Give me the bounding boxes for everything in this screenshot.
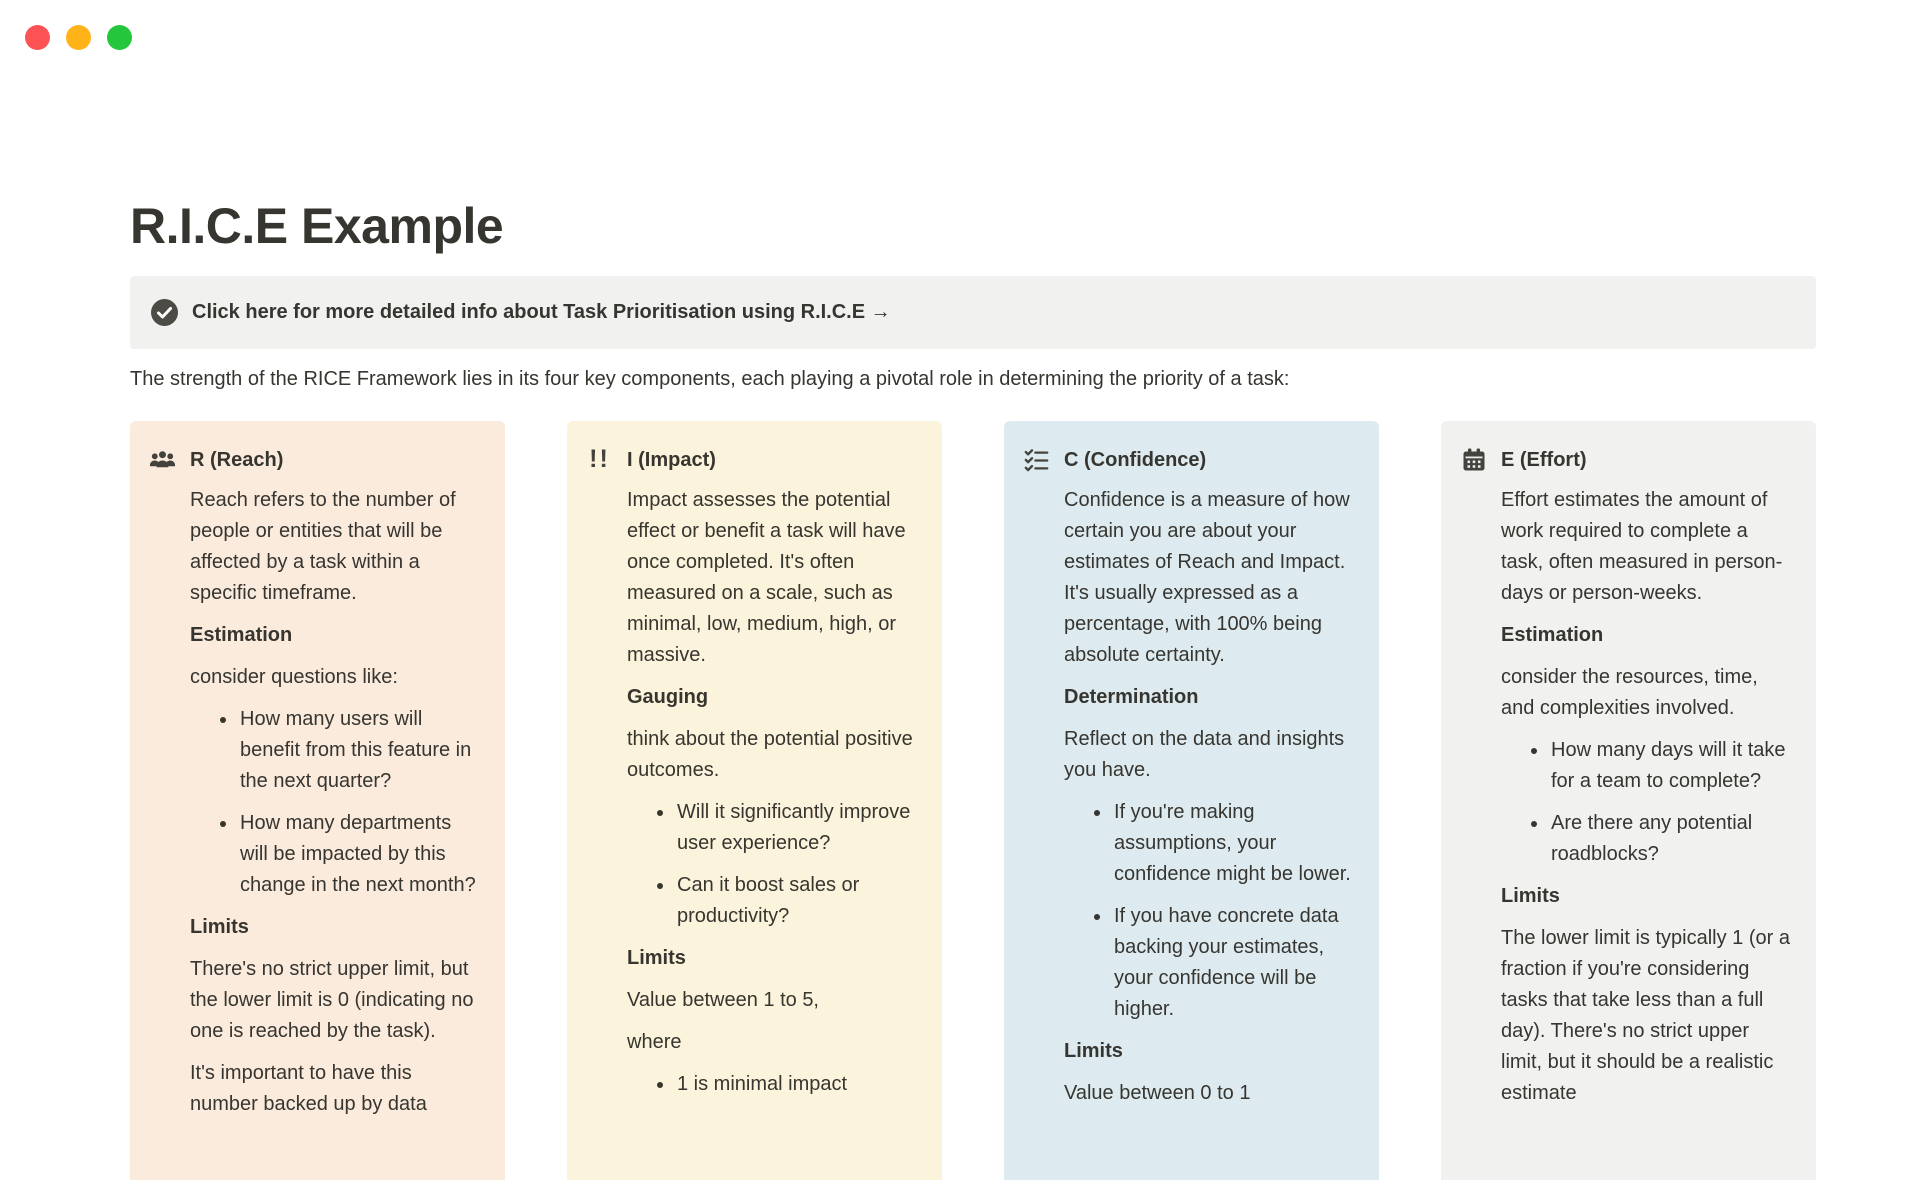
column-card	[1441, 421, 1816, 1180]
bullet-list	[1064, 797, 1355, 1025]
columns-row	[130, 421, 1816, 1180]
subheading: Limits	[1501, 885, 1560, 907]
calendar-icon	[1459, 446, 1488, 475]
subheading: Limits	[1064, 1040, 1123, 1062]
column-card	[130, 421, 505, 1180]
column-header	[1459, 445, 1796, 475]
subheading: Determination	[1064, 686, 1199, 708]
column-header	[585, 445, 922, 475]
subheading: Estimation	[1501, 624, 1604, 646]
checklist-icon	[1022, 446, 1051, 475]
callout-text: Click here for more detailed info about Task Prioritisation using R.I.C.E →	[192, 301, 891, 323]
subheading: Estimation	[190, 624, 293, 646]
bullet-item: • 1 is minimal impact	[675, 1069, 918, 1100]
paragraph: Reach refers to the number of people or entities that will be affected by a task within a specific timeframe.	[190, 489, 456, 604]
minimize-button[interactable]	[66, 25, 91, 50]
column-body	[1501, 485, 1792, 1109]
intro-text: The strength of the RICE Framework lies in its four key components, each playing a pivotal role in determining the priority of a task:	[130, 368, 1290, 390]
bullet-list	[627, 797, 918, 932]
bullet-item: • Are there any potential roadblocks?	[1549, 808, 1792, 870]
paragraph: Value between 1 to 5,	[627, 989, 819, 1011]
paragraph: Value between 0 to 1	[1064, 1082, 1251, 1104]
paragraph: Effort estimates the amount of work required to complete a task, often measured in person-days or person-weeks.	[1501, 489, 1783, 604]
paragraph: It's important to have this number backed up by data	[190, 1062, 427, 1115]
double-exclamation-icon: !!	[589, 444, 610, 473]
paragraph: consider the resources, time, and complexities involved.	[1501, 666, 1758, 719]
column-body	[627, 485, 918, 1100]
page-title: R.I.C.E Example	[130, 198, 504, 254]
window-controls	[25, 25, 132, 50]
bullet-item: • How many departments will be impacted by this change in the next month?	[238, 808, 481, 901]
column-card	[1004, 421, 1379, 1180]
column-title: R (Reach)	[190, 448, 284, 471]
paragraph: Impact assesses the potential effect or benefit a task will have once completed. It's often measured on a scale, such as minimal, low, medium, high, or massive.	[627, 489, 906, 666]
bullet-list	[190, 704, 481, 901]
bullet-item: • How many users will benefit from this feature in the next quarter?	[238, 704, 481, 797]
bullet-item: • If you have concrete data backing your estimates, your confidence will be higher.	[1112, 901, 1355, 1025]
subheading: Limits	[190, 916, 249, 938]
callout-link[interactable]	[130, 276, 1816, 349]
bullet-item: • If you're making assumptions, your confidence might be lower.	[1112, 797, 1355, 890]
column-body	[1064, 485, 1355, 1109]
column-title: C (Confidence)	[1064, 448, 1207, 471]
column-body	[190, 485, 481, 1120]
notion-page	[130, 0, 1816, 1180]
column-header	[148, 445, 485, 475]
bullet-item: • Will it significantly improve user experience?	[675, 797, 918, 859]
bullet-item: • Can it boost sales or productivity?	[675, 870, 918, 932]
bullet-item: • How many days will it take for a team to complete?	[1549, 735, 1792, 797]
maximize-button[interactable]	[107, 25, 132, 50]
users-icon	[148, 446, 177, 475]
column-header	[1022, 445, 1359, 475]
paragraph: The lower limit is typically 1 (or a fraction if you're considering tasks that take less than a full day). There's no strict upper limit, but it should be a realistic estimate	[1501, 927, 1790, 1104]
column-card	[567, 421, 942, 1180]
bullet-list	[627, 1069, 918, 1100]
paragraph: There's no strict upper limit, but the lower limit is 0 (indicating no one is reached by the task).	[190, 958, 474, 1042]
paragraph: consider questions like:	[190, 666, 398, 688]
check-circle-icon	[151, 299, 178, 326]
paragraph: where	[627, 1031, 682, 1053]
paragraph: Reflect on the data and insights you have.	[1064, 728, 1345, 781]
subheading: Limits	[627, 947, 686, 969]
column-title: I (Impact)	[627, 448, 716, 471]
paragraph: Confidence is a measure of how certain you are about your estimates of Reach and Impact. It's usually expressed as a percentage, with 100% being absolute certainty.	[1064, 489, 1350, 666]
subheading: Gauging	[627, 686, 709, 708]
column-title: E (Effort)	[1501, 448, 1587, 471]
bullet-list	[1501, 735, 1792, 870]
close-button[interactable]	[25, 25, 50, 50]
paragraph: think about the potential positive outcomes.	[627, 728, 913, 781]
